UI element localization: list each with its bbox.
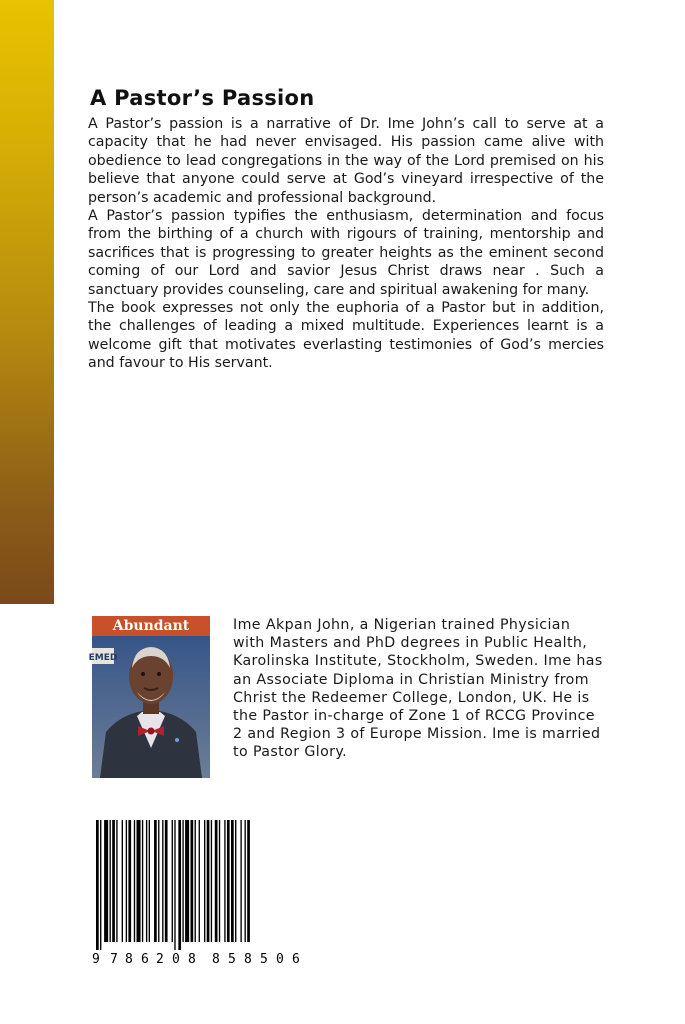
isbn-digit: 5: [228, 952, 236, 967]
isbn-digit: 8: [188, 952, 196, 967]
barcode-bar: [126, 820, 127, 942]
isbn-digit: 8: [125, 952, 133, 967]
barcode-bar: [110, 820, 111, 942]
barcode-graphic: [90, 818, 312, 968]
isbn-digit: 6: [292, 952, 300, 967]
author-portrait-image: [88, 616, 210, 778]
barcode-bar: [195, 820, 196, 942]
barcode-bar: [104, 820, 108, 942]
isbn-digit: 6: [141, 952, 149, 967]
barcode-bar: [122, 820, 123, 942]
isbn-barcode: [90, 818, 312, 968]
barcode-bar: [207, 820, 210, 942]
barcode-bar: [182, 820, 183, 942]
barcode-bar: [199, 820, 200, 942]
barcode-bar: [227, 820, 230, 942]
author-bio: Ime Akpan John, a Nigerian trained Physician with Masters and PhD degrees in Public Health, Karolinska Institute, Stockholm, Sweden. Ime has an Associate Diploma in Christian Ministry from Christ the Redeemer College, London, UK. He is the Pastor in-charge of Zone 1 of RCCG Province 2 and Region 3 of Europe Mission. Ime is married to Pastor Glory.: [233, 617, 603, 761]
barcode-bar: [128, 820, 131, 942]
barcode-bar: [174, 820, 175, 950]
isbn-digit: 0: [276, 952, 284, 967]
barcode-bar: [224, 820, 225, 942]
barcode-bar: [235, 820, 236, 942]
barcode-bar: [247, 820, 250, 942]
barcode-bar: [96, 820, 99, 950]
isbn-digit: 9: [92, 952, 100, 967]
barcode-bar: [185, 820, 189, 942]
isbn-digit: 2: [156, 952, 164, 967]
barcode-bar: [112, 820, 115, 942]
isbn-digit: 0: [172, 952, 180, 967]
barcode-bar: [154, 820, 157, 942]
barcode-bar: [165, 820, 168, 942]
author-photo: [88, 616, 210, 778]
description-paragraph-1: A Pastor’s passion is a narrative of Dr. Ime John’s call to serve at a capacity that he had never envisaged. His passion came alive with obedience to lead congregations in the way of the Lord premised on his believe that anyone could serve at God’s vineyard irrespective of the person’s academic and professional background.: [88, 116, 604, 206]
barcode-bar: [231, 820, 234, 942]
description-paragraph-2: A Pastor’s passion typifies the enthusiasm, determination and focus from the birthing of a church with rigours of training, mentorship and sacrifices that is progressing to greater heights as the eminent second coming of our Lord and savior Jesus Christ draws near . Such a sanctuary provides counseling, care and spiritual awakening for many.: [88, 208, 604, 298]
isbn-digit: 5: [260, 952, 268, 967]
photo-banner-text: Abundant: [112, 618, 190, 634]
barcode-bar: [162, 820, 163, 942]
barcode-bar: [240, 820, 241, 942]
barcode-bar: [215, 820, 218, 942]
barcode-bar: [178, 820, 181, 950]
barcode-bar: [100, 820, 101, 950]
barcode-bar: [134, 820, 135, 942]
isbn-digit: 8: [212, 952, 220, 967]
spine-color-band: [0, 0, 54, 604]
barcode-bar: [149, 820, 150, 942]
barcode-bar: [245, 820, 246, 942]
book-title: A Pastor’s Passion: [90, 86, 315, 110]
description-paragraph-3: The book expresses not only the euphoria of a Pastor but in addition, the challenges of leading a mixed multitude. Experiences learnt is a welcome gift that motivates everlasting testimonies of God’s mercies and favour to His servant.: [88, 300, 604, 372]
barcode-bar: [142, 820, 143, 942]
barcode-bar: [191, 820, 194, 942]
isbn-digit: 7: [110, 952, 118, 967]
barcode-bar: [116, 820, 117, 942]
barcode-bar: [204, 820, 205, 942]
barcode-bar: [211, 820, 212, 942]
barcode-bar: [146, 820, 147, 942]
book-description: [88, 115, 604, 373]
barcode-bar: [137, 820, 141, 942]
photo-side-text: EMED: [88, 653, 118, 663]
barcode-bar: [172, 820, 173, 942]
barcode-bar: [158, 820, 159, 942]
isbn-digit: 8: [244, 952, 252, 967]
barcode-bar: [219, 820, 220, 942]
